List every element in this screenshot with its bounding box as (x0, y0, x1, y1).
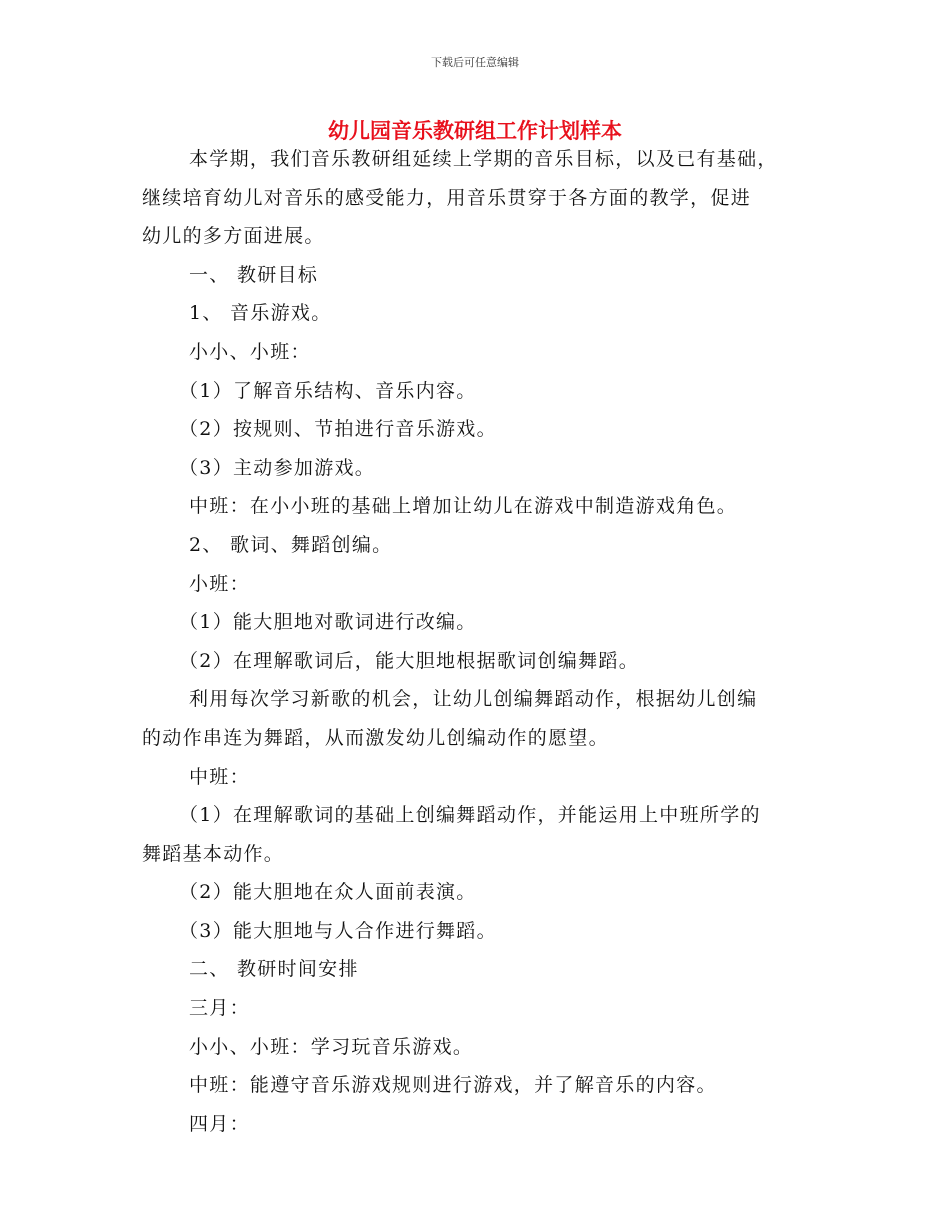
body-line: （1）能大胆地对歌词进行改编。 (179, 611, 477, 634)
body-line: 二、 教研时间安排 (189, 958, 359, 981)
body-line: （1）在理解歌词的基础上创编舞蹈动作，并能运用上中班所学的 (179, 804, 761, 827)
body-line: 小小、小班： (189, 340, 311, 363)
body-line: 小小、小班：学习玩音乐游戏。 (189, 1035, 474, 1058)
body-line: 中班：在小小班的基础上增加让幼儿在游戏中制造游戏角色。 (189, 495, 738, 518)
body-line: 中班： (189, 765, 250, 788)
body-line: 的动作串连为舞蹈，从而激发幼儿创编动作的愿望。 (142, 726, 609, 749)
document-body (142, 140, 812, 1143)
document-title: 幼儿园音乐教研组工作计划样本 (328, 118, 622, 143)
body-line: （2）按规则、节拍进行音乐游戏。 (179, 418, 497, 441)
body-line: 本学期，我们音乐教研组延续上学期的音乐目标，以及已有基础， (189, 148, 778, 170)
body-line: 舞蹈基本动作。 (142, 842, 285, 865)
body-line: 幼儿的多方面进展。 (142, 225, 325, 248)
body-line: 四月： (189, 1112, 250, 1135)
body-line: 中班：能遵守音乐游戏规则进行游戏，并了解音乐的内容。 (189, 1074, 717, 1097)
body-line: （1）了解音乐结构、音乐内容。 (179, 379, 477, 402)
body-line: 2、 歌词、舞蹈创编。 (189, 533, 393, 556)
body-line: 三月： (189, 997, 250, 1020)
body-line: 继续培育幼儿对音乐的感受能力，用音乐贯穿于各方面的教学，促进 (142, 186, 752, 209)
page-header-note: 下载后可任意编辑 (431, 56, 519, 69)
body-line: 利用每次学习新歌的机会，让幼儿创编舞蹈动作，根据幼儿创编 (189, 688, 758, 711)
body-line: （3）主动参加游戏。 (179, 456, 376, 479)
body-line: 小班： (189, 572, 250, 595)
body-line: （2）在理解歌词后，能大胆地根据歌词创编舞蹈。 (179, 649, 639, 672)
body-line: 一、 教研目标 (189, 263, 319, 286)
body-line: （3）能大胆地与人合作进行舞蹈。 (179, 919, 497, 942)
body-line: （2）能大胆地在众人面前表演。 (179, 881, 477, 904)
body-line: 1、 音乐游戏。 (189, 302, 332, 325)
